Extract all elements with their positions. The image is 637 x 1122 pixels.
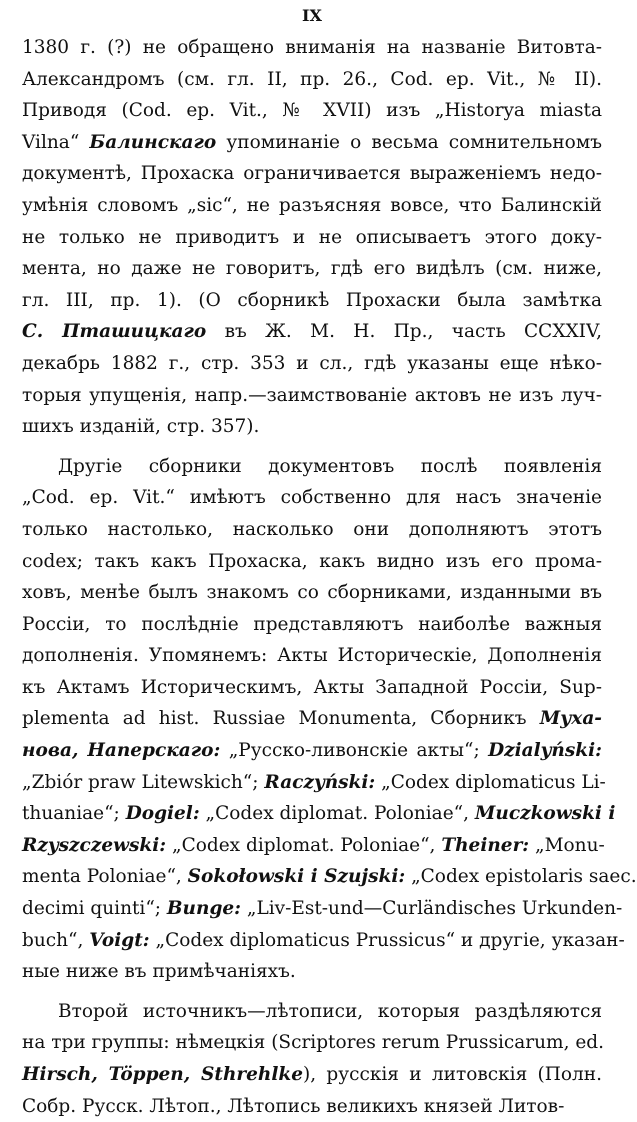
- italic-name: Sokołowski i Szujski:: [187, 866, 406, 888]
- text-line: [22, 411, 602, 443]
- text-line: [22, 127, 602, 159]
- text-line: [22, 640, 602, 672]
- text-line: [22, 482, 602, 514]
- text-segment: „Codex diplomaticus Prussicus“ и другіе, указан-: [149, 929, 625, 951]
- italic-name: Hirsch, Töppen, Sthrehlke: [22, 1064, 303, 1085]
- text-segment: ные ниже въ примѣчаніяхъ.: [22, 961, 296, 983]
- text-segment: мента, но даже не говоритъ, гдѣ его видѣлъ (см. ниже,: [22, 258, 602, 280]
- text-segment: Другіе сборники документовъ послѣ появленія: [58, 455, 602, 477]
- text-segment: Второй источникъ—лѣтописи, которыя раздѣляются: [58, 1000, 602, 1022]
- text-line: [22, 893, 623, 925]
- text-segment: buch“,: [22, 929, 90, 951]
- paragraph: [22, 451, 637, 988]
- text-segment: дополненія. Упомянемъ: Акты Историческіе, Дополненія: [22, 645, 602, 667]
- text-segment: „Codex diplomat. Poloniae“,: [166, 834, 442, 856]
- italic-name: Муха-: [539, 708, 602, 730]
- text-line: [22, 253, 602, 285]
- italic-name: Muczkowski i: [474, 803, 616, 825]
- text-line: [22, 316, 602, 348]
- text-segment: „Codex diplomat. Poloniae“,: [199, 803, 475, 825]
- text-line: [22, 735, 602, 767]
- text-line: [22, 348, 602, 380]
- text-line: [22, 609, 602, 641]
- text-segment: „Monu-: [529, 834, 605, 856]
- text-line: [22, 285, 602, 317]
- text-segment: Россіи, то послѣдніе представляютъ наиболѣе важныя: [22, 613, 602, 635]
- text-line: [22, 32, 602, 64]
- text-segment: „Codex diplomaticus Li-: [375, 771, 606, 793]
- text-segment: plementa ad hist. Russiae Monumenta, Сборникъ: [22, 708, 540, 730]
- text-segment: не только не приводитъ и не описываетъ этого доку-: [22, 226, 602, 248]
- text-segment: Александромъ (см. гл. II, пр. 26., Cod. ep. Vit., № II).: [22, 68, 602, 90]
- text-segment: декабрь 1882 г., стр. 353 и сл., гдѣ указаны еще нѣко-: [22, 352, 602, 374]
- text-segment: decimi quinti“;: [22, 898, 167, 920]
- italic-name: Rzyszczewski:: [22, 834, 167, 856]
- page-number: IX: [302, 6, 322, 25]
- text-line: [22, 672, 602, 704]
- text-body: [22, 32, 637, 1122]
- text-segment: Собр. Русск. Лѣтоп., Лѣтопись великихъ князей Литов-: [22, 1095, 565, 1117]
- text-line: [22, 95, 602, 127]
- text-line: [22, 451, 602, 483]
- text-line: [22, 956, 602, 988]
- text-segment: умѣнія словомъ „sic“, не разъясняя вовсе, что Балинскій: [22, 194, 602, 216]
- text-segment: документѣ, Прохаска ограничивается выраженіемъ недо-: [22, 163, 602, 185]
- text-line: [22, 861, 637, 893]
- text-segment: ховъ, менѣе былъ знакомъ со сборниками, изданными въ: [22, 582, 602, 604]
- text-segment: Vilna“: [22, 131, 90, 153]
- italic-name: Bunge:: [166, 898, 241, 920]
- text-segment: ), русскія и литовскія (Полн.: [302, 1064, 602, 1085]
- text-line: [22, 925, 625, 957]
- text-line: [22, 514, 602, 546]
- text-segment: „Zbiór praw Litewskich“;: [22, 771, 265, 793]
- italic-name: С. Пташицкаго: [22, 321, 207, 343]
- text-segment: въ Ж. М. Н. Пр., часть CCXXIV,: [206, 321, 602, 343]
- text-line: [22, 158, 602, 190]
- text-line: [22, 546, 602, 578]
- text-line: [22, 380, 602, 412]
- text-segment: Приводя (Cod. ep. Vit., № XVII) изъ „Historya miasta: [22, 100, 602, 122]
- text-line: [22, 190, 602, 222]
- text-segment: 1380 г. (?) не обращено вниманія на названіе Витовта-: [22, 37, 602, 58]
- text-line: [22, 767, 606, 799]
- italic-name: Dogiel:: [125, 803, 200, 825]
- italic-name: Theiner:: [441, 834, 530, 856]
- italic-name: Dzialyński:: [488, 740, 602, 762]
- text-segment: codex; такъ какъ Прохаска, какъ видно изъ его промa-: [22, 550, 602, 572]
- text-line: [22, 1059, 602, 1091]
- text-segment: „Русско-ливонскіе акты“;: [220, 740, 489, 762]
- text-segment: упоминаніе о весьма сомнительномъ: [216, 131, 602, 153]
- text-segment: „Liv-Est-und—Curländisches Urkunden-: [241, 898, 623, 920]
- text-line: [22, 222, 602, 254]
- text-segment: „Codex epistolaris saec.: [405, 866, 637, 888]
- text-segment: thuaniae“;: [22, 803, 126, 825]
- text-segment: menta Poloniae“,: [22, 866, 188, 888]
- italic-name: Voigt:: [89, 929, 150, 951]
- text-line: [22, 798, 616, 830]
- text-segment: торыя упущенія, напр.—заимствованіе актовъ не изъ луч-: [22, 384, 602, 406]
- text-line: [22, 577, 602, 609]
- text-line: [22, 703, 602, 735]
- text-segment: шихъ изданій, стр. 357).: [22, 416, 260, 438]
- text-line: [22, 996, 602, 1028]
- text-line: [22, 830, 605, 862]
- text-segment: гл. III, пр. 1). (О сборникѣ Прохаски была замѣтка: [22, 289, 602, 311]
- text-segment: только настолько, насколько они дополняютъ этотъ: [22, 518, 602, 540]
- text-segment: „Cod. ep. Vit.“ имѣютъ собственно для насъ значеніе: [22, 487, 602, 509]
- paragraph: [22, 32, 602, 443]
- paragraph: [22, 996, 605, 1122]
- text-segment: къ Актамъ Историческимъ, Акты Западной Россіи, Sup-: [22, 676, 602, 698]
- text-segment: на три группы: нѣмецкія (Scriptores rerum Prussicarum, ed.: [22, 1032, 605, 1054]
- italic-name: Балинскаго: [89, 131, 217, 153]
- text-line: [22, 1091, 602, 1122]
- document-page: [22, 0, 637, 1117]
- text-line: [22, 1027, 605, 1059]
- paragraph-gap: [22, 443, 602, 451]
- text-line: [22, 64, 602, 96]
- paragraph-gap: [22, 988, 602, 996]
- italic-name: нова, Наперскаго:: [22, 740, 221, 762]
- italic-name: Raczyński:: [264, 771, 376, 793]
